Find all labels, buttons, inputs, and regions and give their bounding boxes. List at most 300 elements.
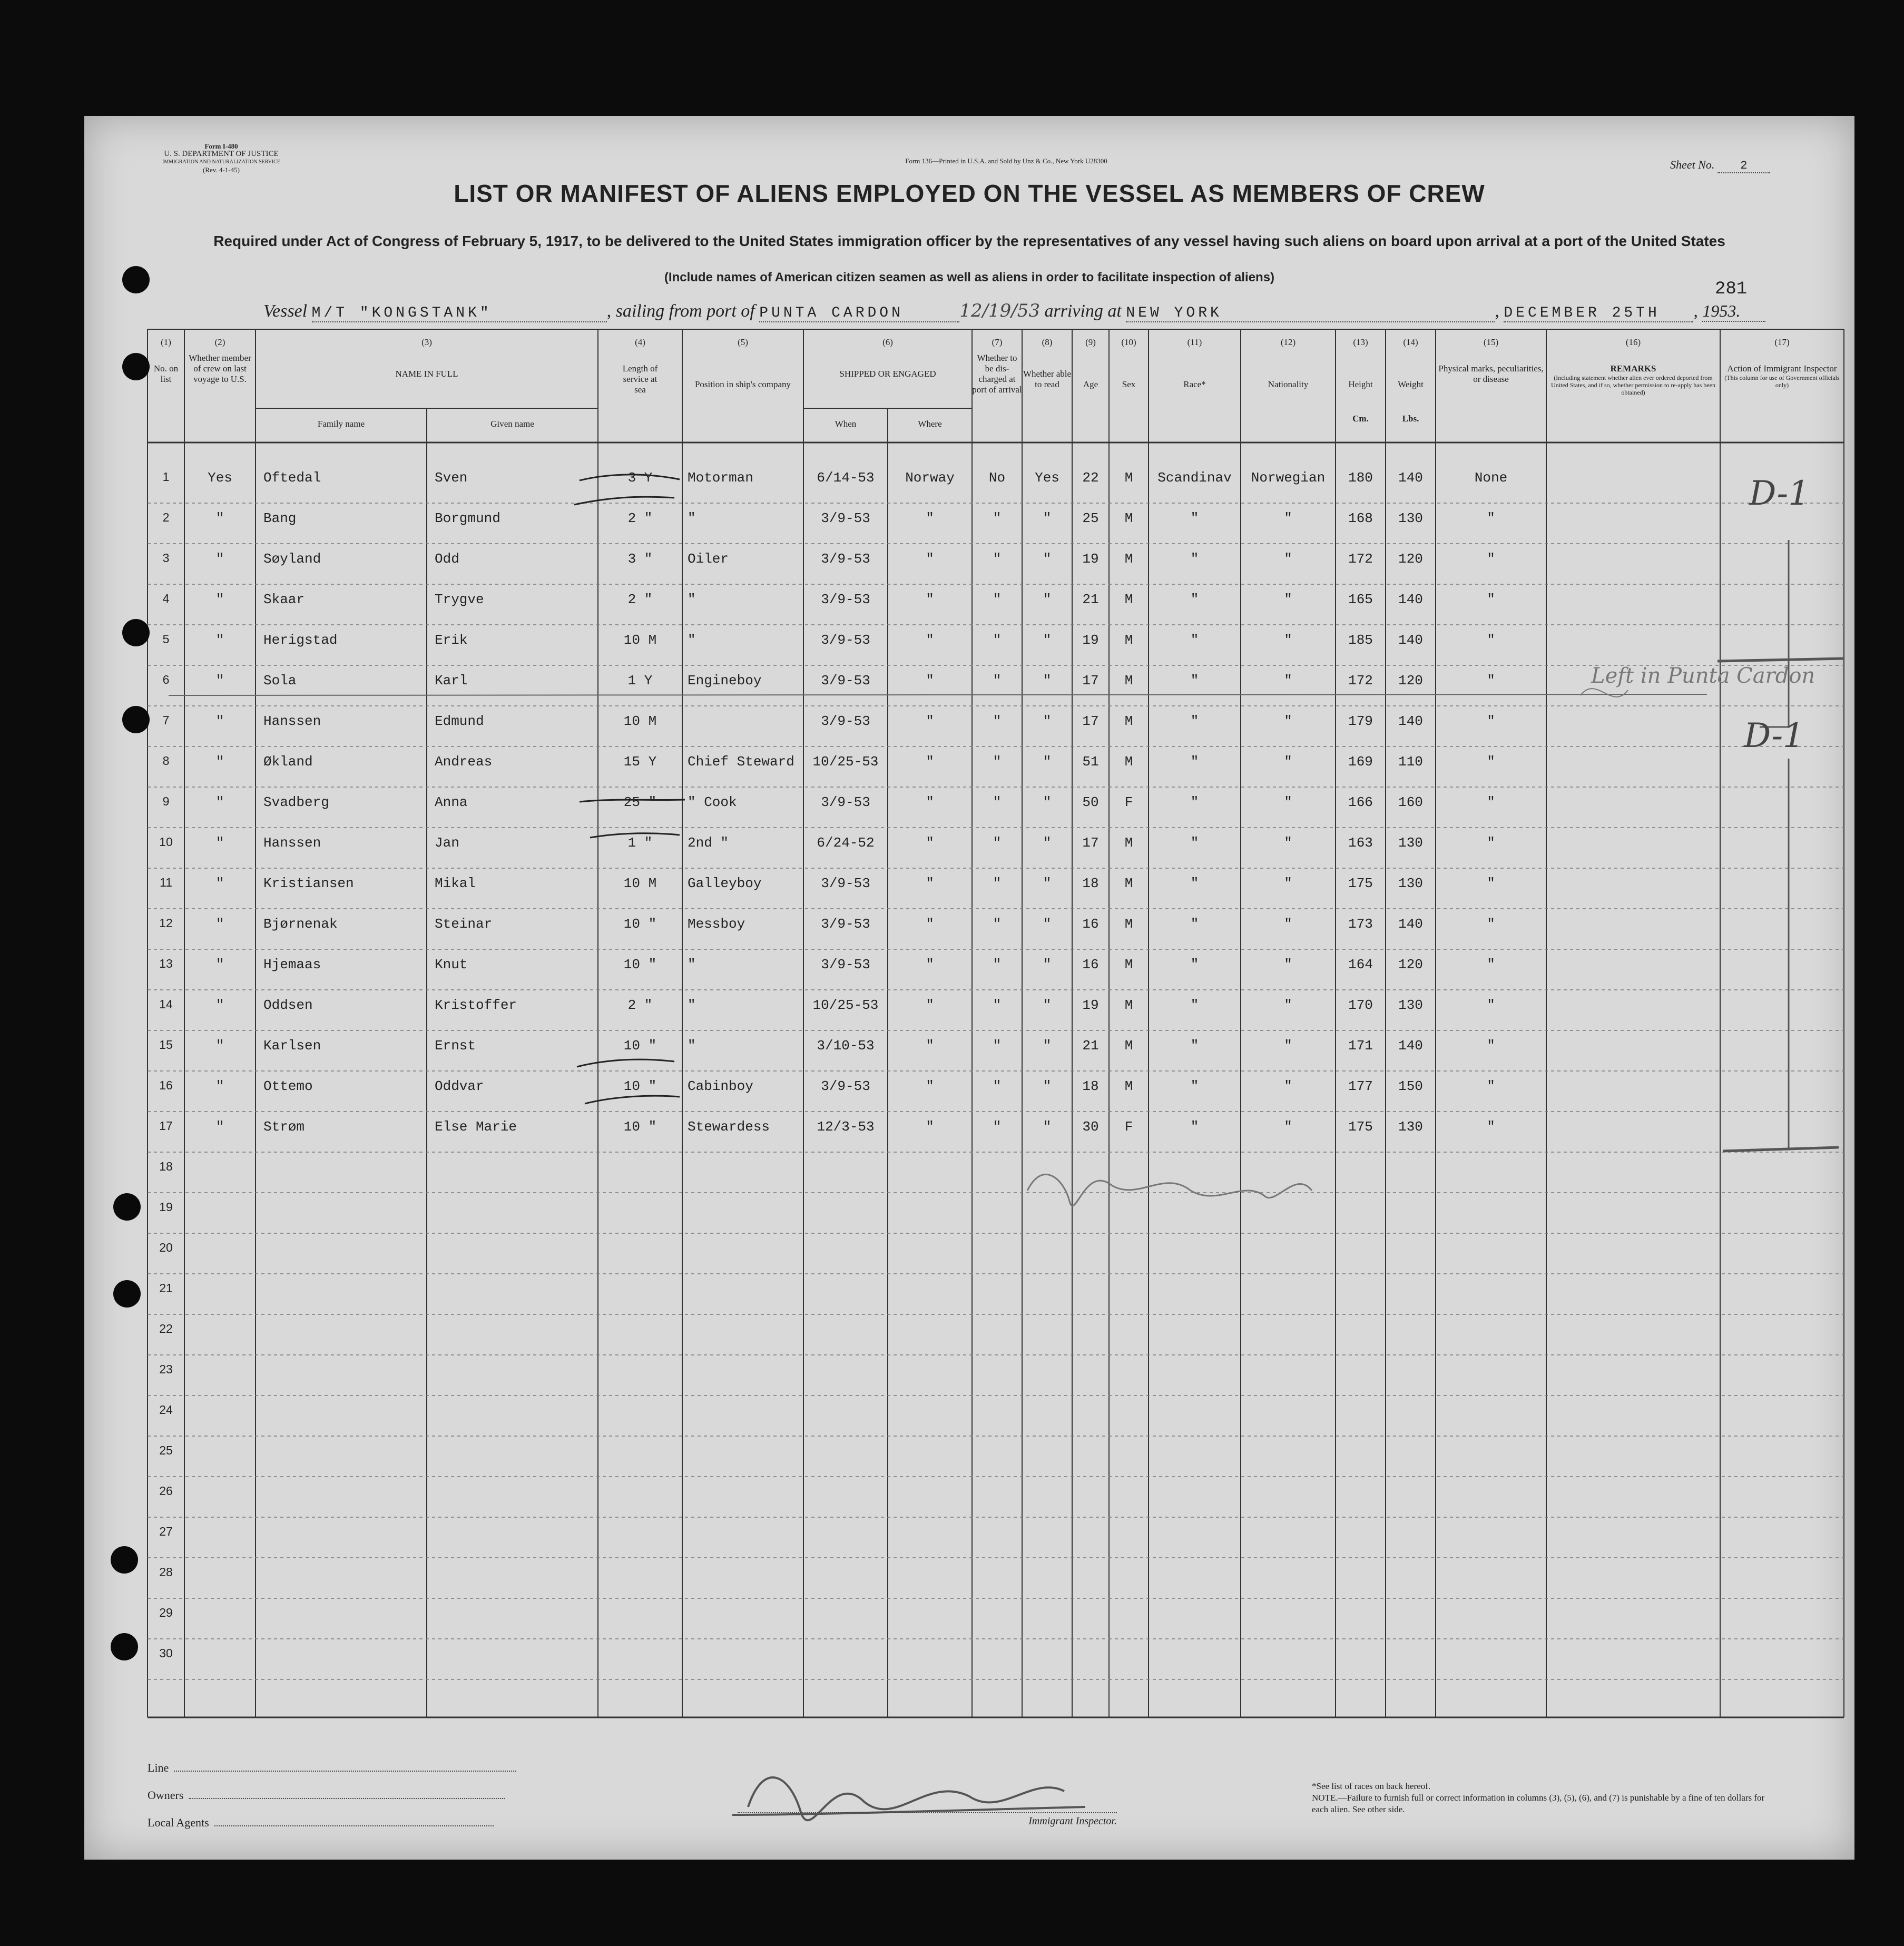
cell-family: Sola — [263, 673, 297, 689]
col12-number: (12) — [1280, 337, 1296, 347]
cell-sex: F — [1124, 1119, 1133, 1135]
cell-sex: F — [1124, 794, 1133, 810]
cell-family: Hjemaas — [263, 957, 321, 972]
cell-family: Karlsen — [263, 1038, 321, 1054]
cell-sex: M — [1124, 673, 1133, 689]
cell-read: " — [1043, 1078, 1052, 1094]
cell-where: " — [926, 592, 934, 607]
cell-age: 17 — [1082, 713, 1099, 729]
col15-label: Physical marks, peculiarities, or disease — [1438, 363, 1544, 384]
cell-race: " — [1190, 957, 1199, 972]
empty-row-number: 28 — [159, 1565, 173, 1579]
owners-field — [148, 1782, 516, 1809]
cell-read: Yes — [1035, 470, 1059, 486]
sheet-number: 2 — [1717, 159, 1770, 173]
col1-header — [148, 337, 184, 385]
cell-weight: 130 — [1398, 876, 1423, 891]
cell-where: " — [926, 916, 934, 932]
cell-age: 25 — [1082, 510, 1099, 526]
col13-header — [1336, 337, 1386, 424]
cell-age: 18 — [1082, 876, 1099, 891]
empty-row-number: 30 — [159, 1646, 173, 1660]
department: U. S. DEPARTMENT OF JUSTICE — [164, 150, 279, 158]
cell-race: " — [1190, 713, 1199, 729]
col12-label: Nationality — [1268, 379, 1309, 389]
cell-height: 163 — [1348, 835, 1373, 851]
empty-row-number: 19 — [159, 1200, 173, 1214]
cell-family: Bjørnenak — [263, 916, 338, 932]
col10-label: Sex — [1122, 379, 1136, 389]
cell-nat: " — [1284, 510, 1292, 526]
arrival-date: DECEMBER 25TH — [1504, 305, 1693, 322]
cell-no: 7 — [162, 713, 170, 727]
cell-given: Ernst — [435, 1038, 476, 1054]
cell-service: 1 Y — [627, 673, 653, 689]
cell-where: " — [926, 673, 934, 689]
cell-read: " — [1043, 713, 1052, 729]
col13-label: Height — [1348, 379, 1373, 389]
cell-prev: " — [215, 997, 224, 1013]
cell-given: Andreas — [435, 754, 493, 770]
cell-given: Borgmund — [435, 510, 500, 526]
stamp-number: 281 — [1715, 279, 1748, 299]
col6-label: SHIPPED OR ENGAGED — [839, 369, 936, 379]
cell-nat: " — [1284, 794, 1292, 810]
vessel-label: Vessel — [263, 301, 308, 321]
cell-marks: " — [1487, 957, 1495, 972]
cell-prev: " — [215, 592, 224, 607]
cell-height: 175 — [1348, 876, 1373, 891]
cell-sex: M — [1124, 1038, 1133, 1054]
cell-disch: " — [993, 794, 1002, 810]
cell-age: 50 — [1082, 794, 1099, 810]
col2-header — [184, 337, 256, 385]
inspector-signature-label: Immigrant Inspector. — [738, 1812, 1117, 1827]
cell-family: Søyland — [263, 551, 321, 567]
departure-date: 12/19/53 — [959, 300, 1040, 321]
col4-header — [598, 337, 682, 395]
col16-header — [1546, 337, 1720, 396]
cell-position: " — [688, 510, 696, 526]
cell-age: 16 — [1082, 957, 1099, 972]
cell-height: 179 — [1348, 713, 1373, 729]
cell-no: 10 — [159, 835, 173, 849]
cell-sex: M — [1124, 957, 1133, 972]
cell-family: Økland — [263, 754, 313, 770]
cell-where: " — [926, 997, 934, 1013]
cell-age: 21 — [1082, 1038, 1099, 1054]
cell-weight: 130 — [1398, 1119, 1423, 1135]
cell-nat: Norwegian — [1251, 470, 1326, 486]
cell-no: 14 — [159, 997, 173, 1011]
cell-family: Hanssen — [263, 713, 321, 729]
cell-position: Cabinboy — [688, 1078, 753, 1094]
agents-label: Local Agents — [148, 1816, 209, 1829]
punch-hole — [111, 1633, 138, 1660]
cell-race: " — [1190, 916, 1199, 932]
cell-read: " — [1043, 997, 1052, 1013]
cell-height: 175 — [1348, 1119, 1373, 1135]
col2-label: Whether member of crew on last voyage to U.S. — [189, 353, 251, 384]
cell-prev: " — [215, 632, 224, 648]
cell-weight: 140 — [1398, 592, 1423, 607]
cell-when: 6/14-53 — [817, 470, 875, 486]
col3-header — [256, 337, 598, 379]
col16-number: (16) — [1625, 337, 1641, 347]
cell-when: 6/24-52 — [817, 835, 875, 851]
cell-when: 3/9-53 — [821, 551, 870, 567]
cell-read: " — [1043, 957, 1052, 972]
cell-read: " — [1043, 1119, 1052, 1135]
cell-when: 3/9-53 — [821, 632, 870, 648]
cell-height: 173 — [1348, 916, 1373, 932]
cell-position: " — [688, 957, 696, 972]
cell-family: Hanssen — [263, 835, 321, 851]
cell-marks: " — [1487, 835, 1495, 851]
empty-row-number: 27 — [159, 1525, 173, 1538]
cell-position: " — [688, 632, 696, 648]
cell-age: 30 — [1082, 1119, 1099, 1135]
cell-disch: " — [993, 835, 1002, 851]
col16-note: (Including statement whether alien ever ordered deported from United States, and if so, whether permission to re-apply has been obtained) — [1551, 374, 1715, 396]
owners-label: Owners — [148, 1788, 184, 1802]
page-subnote: (Include names of American citizen seamen as well as aliens in order to facilitate inspection of aliens) — [664, 270, 1275, 284]
cell-position: " — [688, 1038, 696, 1054]
cell-read: " — [1043, 551, 1052, 567]
cell-marks: " — [1487, 551, 1495, 567]
cell-marks: " — [1487, 997, 1495, 1013]
cell-height: 166 — [1348, 794, 1373, 810]
col7-label: Whether to be dis-charged at port of arrival — [972, 353, 1022, 395]
cell-height: 180 — [1348, 470, 1373, 486]
cell-given: Kristoffer — [435, 997, 517, 1013]
cell-nat: " — [1284, 673, 1292, 689]
punch-hole — [113, 1193, 141, 1221]
remark-row-6: Left in Punta Cardon — [1591, 664, 1815, 688]
cell-weight: 150 — [1398, 1078, 1423, 1094]
empty-row-number: 23 — [159, 1362, 173, 1376]
cell-no: 4 — [162, 592, 170, 605]
cell-disch: " — [993, 1119, 1002, 1135]
cell-given: Erik — [435, 632, 468, 648]
cell-disch: " — [993, 673, 1002, 689]
cell-nat: " — [1284, 632, 1292, 648]
cell-where: " — [926, 510, 934, 526]
punch-hole — [113, 1280, 141, 1308]
cell-marks: " — [1487, 510, 1495, 526]
cell-read: " — [1043, 835, 1052, 851]
col9-number: (9) — [1085, 337, 1096, 347]
col15-header — [1436, 337, 1546, 385]
col2-number: (2) — [214, 337, 225, 347]
arriving-label: arriving at — [1044, 301, 1122, 321]
cell-service: 10 " — [623, 1038, 657, 1054]
penalty-note: NOTE.—Failure to furnish full or correct information in columns (3), (5), (6), and (7) is punishable by a fine of ten dollars for each alien. See other side. — [1312, 1793, 1765, 1814]
cell-marks: " — [1487, 632, 1495, 648]
cell-no: 12 — [159, 916, 173, 930]
cell-read: " — [1043, 673, 1052, 689]
cell-nat: " — [1284, 997, 1292, 1013]
cell-weight: 120 — [1398, 551, 1423, 567]
cell-height: 171 — [1348, 1038, 1373, 1054]
family-name-header: Family name — [317, 419, 365, 429]
col17-number: (17) — [1774, 337, 1790, 347]
cell-weight: 140 — [1398, 470, 1423, 486]
cell-prev: " — [215, 1038, 224, 1054]
cell-where: Norway — [905, 470, 955, 486]
cell-race: " — [1190, 673, 1199, 689]
col13-unit: Cm. — [1352, 414, 1369, 424]
cell-nat: " — [1284, 835, 1292, 851]
cell-race: " — [1190, 1038, 1199, 1054]
col8-number: (8) — [1042, 337, 1053, 347]
page-title: LIST OR MANIFEST OF ALIENS EMPLOYED ON THE VESSEL AS MEMBERS OF CREW — [454, 180, 1485, 207]
cell-read: " — [1043, 876, 1052, 891]
form-number: Form I-480 — [204, 142, 238, 150]
cell-disch: " — [993, 876, 1002, 891]
cell-disch: " — [993, 592, 1002, 607]
cell-height: 172 — [1348, 673, 1373, 689]
cell-nat: " — [1284, 754, 1292, 770]
cell-weight: 140 — [1398, 713, 1423, 729]
cell-marks: " — [1487, 1078, 1495, 1094]
cell-given: Karl — [435, 673, 468, 689]
cell-read: " — [1043, 794, 1052, 810]
page-subtitle: Required under Act of Congress of February 5, 1917, to be delivered to the United States immigration officer by the representatives of any vessel having such aliens on board upon arrival at a port of the United States — [213, 233, 1725, 249]
punch-hole — [122, 266, 150, 293]
col5-number: (5) — [738, 337, 748, 347]
cell-prev: " — [215, 1078, 224, 1094]
cell-where: " — [926, 754, 934, 770]
cell-no: 11 — [160, 876, 172, 889]
cell-weight: 120 — [1398, 673, 1423, 689]
cell-weight: 130 — [1398, 510, 1423, 526]
cell-where: " — [926, 1078, 934, 1094]
arrival-port: NEW YORK — [1126, 305, 1495, 322]
col12-header — [1241, 337, 1336, 390]
cell-prev: " — [215, 713, 224, 729]
footer-labels — [148, 1754, 516, 1836]
col17-label: Action of Immigrant Inspector — [1727, 363, 1837, 374]
cell-family: Skaar — [263, 592, 305, 607]
cell-read: " — [1043, 510, 1052, 526]
col14-unit: Lbs. — [1402, 414, 1419, 424]
cell-sex: M — [1124, 632, 1133, 648]
cell-race: " — [1190, 510, 1199, 526]
cell-family: Ottemo — [263, 1078, 313, 1094]
cell-nat: " — [1284, 1119, 1292, 1135]
cell-age: 19 — [1082, 551, 1099, 567]
cell-disch: " — [993, 916, 1002, 932]
cell-no: 6 — [162, 673, 170, 686]
given-name-header: Given name — [490, 419, 534, 429]
where-header: Where — [918, 419, 942, 429]
cell-position: Chief Steward — [688, 754, 794, 770]
col4-number: (4) — [635, 337, 645, 347]
cell-nat: " — [1284, 916, 1292, 932]
cell-prev: " — [215, 957, 224, 972]
cell-disch: " — [993, 997, 1002, 1013]
cell-no: 2 — [162, 510, 170, 524]
cell-given: Odd — [435, 551, 459, 567]
revision: (Rev. 4-1-45) — [203, 166, 240, 174]
col7-number: (7) — [992, 337, 1003, 347]
col17-header — [1720, 337, 1844, 389]
cell-service: 10 " — [623, 916, 657, 932]
cell-height: 168 — [1348, 510, 1373, 526]
cell-prev: Yes — [208, 470, 232, 486]
cell-position: Motorman — [688, 470, 753, 486]
cell-marks: " — [1487, 1119, 1495, 1135]
cell-no: 3 — [162, 551, 170, 565]
cell-sex: M — [1124, 551, 1133, 567]
cell-nat: " — [1284, 876, 1292, 891]
col10-number: (10) — [1121, 337, 1136, 347]
cell-when: 3/9-53 — [821, 957, 870, 972]
cell-marks: " — [1487, 673, 1495, 689]
col11-header — [1149, 337, 1241, 390]
cell-position: Messboy — [688, 916, 745, 932]
cell-disch: " — [993, 551, 1002, 567]
cell-height: 177 — [1348, 1078, 1373, 1094]
cell-service: 3 " — [627, 551, 653, 567]
cell-marks: " — [1487, 754, 1495, 770]
col7-header — [972, 337, 1022, 395]
cell-given: Trygve — [435, 592, 484, 607]
cell-when: 10/25-53 — [812, 754, 879, 770]
cell-sex: M — [1124, 510, 1133, 526]
cell-given: Mikal — [435, 876, 476, 891]
cell-race: " — [1190, 551, 1199, 567]
cell-when: 3/9-53 — [821, 510, 870, 526]
agents-field — [148, 1809, 516, 1836]
cell-position: Galleyboy — [688, 876, 762, 891]
cell-prev: " — [215, 835, 224, 851]
col1-number: (1) — [161, 337, 171, 347]
cell-marks: None — [1474, 470, 1508, 486]
cell-age: 17 — [1082, 835, 1099, 851]
cell-service: 10 M — [623, 876, 657, 891]
cell-no: 1 — [162, 470, 170, 484]
cell-sex: M — [1124, 713, 1133, 729]
cell-race: " — [1190, 592, 1199, 607]
cell-marks: " — [1487, 794, 1495, 810]
cell-no: 5 — [162, 632, 170, 646]
races-note: *See list of races on back hereof. — [1312, 1781, 1431, 1791]
printer-line: Form 136—Printed in U.S.A. and Sold by Unz & Co., New York U28300 — [905, 157, 1107, 165]
cell-position: Engineboy — [688, 673, 762, 689]
col10-header — [1109, 337, 1149, 390]
cell-race: " — [1190, 997, 1199, 1013]
cell-race: " — [1190, 876, 1199, 891]
cell-age: 19 — [1082, 632, 1099, 648]
cell-height: 164 — [1348, 957, 1373, 972]
cell-service: 10 " — [623, 957, 657, 972]
col6-number: (6) — [882, 337, 893, 347]
cell-family: Strøm — [263, 1119, 305, 1135]
cell-service: 10 " — [623, 1078, 657, 1094]
cell-race: " — [1190, 1119, 1199, 1135]
empty-row-number: 18 — [159, 1159, 173, 1173]
cell-race: " — [1190, 632, 1199, 648]
col6-header — [803, 337, 972, 379]
empty-row-number: 20 — [159, 1241, 173, 1254]
cell-service: 2 " — [627, 510, 653, 526]
service: IMMIGRATION AND NATURALIZATION SERVICE — [162, 159, 280, 165]
col17-note: (This column for use of Government officials only) — [1724, 374, 1840, 389]
cell-when: 12/3-53 — [817, 1119, 875, 1135]
inspector-mark-1: D-1 — [1749, 474, 1810, 513]
cell-service: 1 " — [627, 835, 653, 851]
cell-prev: " — [215, 510, 224, 526]
cell-service: 10 M — [623, 713, 657, 729]
punch-hole — [111, 1546, 138, 1574]
cell-race: " — [1190, 1078, 1199, 1094]
cell-service: 3 Y — [627, 470, 653, 486]
cell-no: 15 — [159, 1038, 173, 1051]
sheet-label: Sheet No. — [1670, 158, 1715, 171]
cell-service: 2 " — [627, 592, 653, 607]
cell-age: 16 — [1082, 916, 1099, 932]
cell-height: 172 — [1348, 551, 1373, 567]
cell-sex: M — [1124, 592, 1133, 607]
cell-marks: " — [1487, 1038, 1495, 1054]
cell-position: " Cook — [688, 794, 737, 810]
cell-given: Edmund — [435, 713, 484, 729]
cell-prev: " — [215, 794, 224, 810]
cell-nat: " — [1284, 1038, 1292, 1054]
cell-race: " — [1190, 835, 1199, 851]
cell-given: Else Marie — [435, 1119, 517, 1135]
cell-prev: " — [215, 1119, 224, 1135]
sailing-label: , sailing from port of — [606, 301, 755, 321]
col15-number: (15) — [1483, 337, 1499, 347]
col5-header — [682, 337, 803, 390]
cell-read: " — [1043, 916, 1052, 932]
cell-where: " — [926, 876, 934, 891]
cell-age: 19 — [1082, 997, 1099, 1013]
cell-weight: 130 — [1398, 835, 1423, 851]
cell-when: 3/9-53 — [821, 673, 870, 689]
cell-when: 3/9-53 — [821, 1078, 870, 1094]
cell-service: 25 " — [623, 794, 657, 810]
cell-sex: M — [1124, 1078, 1133, 1094]
col8-label: Whether able to read — [1023, 369, 1072, 389]
cell-read: " — [1043, 1038, 1052, 1054]
manifest-sheet — [84, 116, 1854, 1860]
punch-hole — [122, 706, 150, 733]
cell-disch: " — [993, 713, 1002, 729]
cell-service: 10 " — [623, 1119, 657, 1135]
cell-read: " — [1043, 754, 1052, 770]
cell-weight: 160 — [1398, 794, 1423, 810]
cell-where: " — [926, 957, 934, 972]
cell-prev: " — [215, 673, 224, 689]
cell-marks: " — [1487, 592, 1495, 607]
cell-family: Oftedal — [263, 470, 321, 486]
departure-port: PUNTA CARDON — [759, 305, 959, 322]
cell-read: " — [1043, 592, 1052, 607]
cell-when: 3/9-53 — [821, 916, 870, 932]
cell-nat: " — [1284, 551, 1292, 567]
cell-where: " — [926, 1119, 934, 1135]
empty-row-number: 22 — [159, 1322, 173, 1335]
cell-prev: " — [215, 551, 224, 567]
line-label: Line — [148, 1761, 169, 1774]
footer-notes — [1312, 1781, 1775, 1815]
cell-no: 17 — [159, 1119, 173, 1133]
cell-given: Sven — [435, 470, 468, 486]
